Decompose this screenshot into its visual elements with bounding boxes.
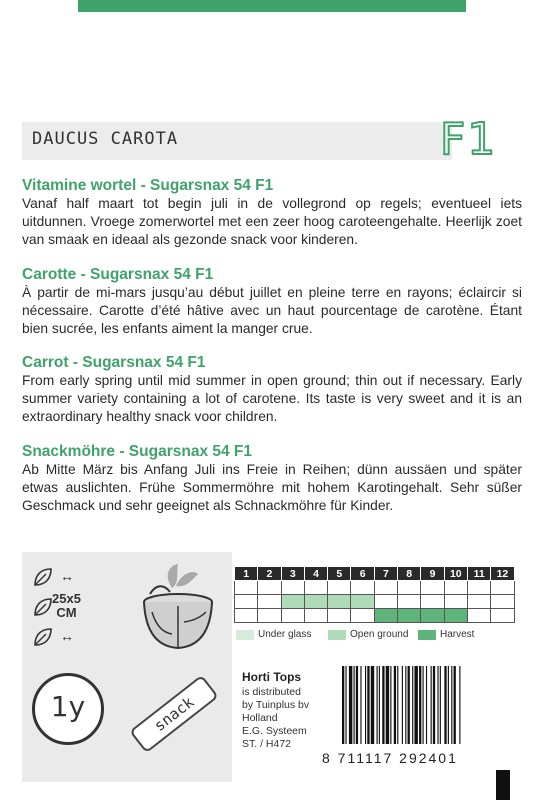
barcode-bar — [414, 666, 417, 744]
barcode-bar — [454, 666, 456, 744]
plant-pot-icon — [138, 562, 218, 652]
calendar-cell — [491, 581, 514, 595]
barcode-bar — [365, 666, 366, 744]
calendar-cell — [235, 595, 258, 609]
barcode-bar — [408, 666, 410, 744]
calendar-month-7: 7 — [374, 567, 397, 581]
barcode-bar — [394, 666, 396, 744]
barcode-bar — [405, 666, 406, 744]
barcode-bar — [459, 666, 460, 744]
barcode-bar — [349, 666, 352, 744]
calendar-cell — [235, 609, 258, 623]
calendar-cell — [281, 595, 304, 609]
latin-name: DAUCUS CAROTA — [32, 129, 179, 149]
barcode-bar — [354, 666, 355, 744]
calendar-cell — [491, 595, 514, 609]
calendar-month-8: 8 — [398, 567, 421, 581]
barcode-bar — [342, 666, 344, 744]
calendar-cell — [467, 581, 490, 595]
barcode-bar — [382, 666, 384, 744]
barcode-bar — [371, 666, 374, 744]
calendar-month-11: 11 — [467, 567, 490, 581]
f1-badge: F1 — [440, 114, 498, 165]
top-accent-bar — [78, 0, 466, 12]
section-german — [22, 442, 522, 515]
barcode-bar — [431, 666, 432, 744]
barcode-bar — [345, 666, 346, 744]
barcode-bar — [412, 666, 413, 744]
barcode-bar — [448, 666, 449, 744]
seed-leaf-icon — [32, 566, 54, 588]
distributor-line: Holland — [242, 712, 278, 724]
calendar-cell — [374, 609, 397, 623]
distributor-line: by Tuinplus bv — [242, 699, 310, 711]
seed-leaf-icon — [32, 596, 54, 618]
section-title: Carotte - Sugarsnax 54 F1 — [22, 266, 214, 283]
calendar-cell — [351, 595, 374, 609]
calendar-cell — [235, 581, 258, 595]
barcode-bar — [390, 666, 391, 744]
calendar-cell — [398, 609, 421, 623]
calendar-month-4: 4 — [304, 567, 327, 581]
section-text: Ab Mitte März bis Anfang Juli ins Freie in Reihen; dünn aussäen und später etwas auslichten. Frühe Sommermöhre mit hohem Karotingehalt. Sehr süßer Geschmack und sehr geeignet als Schnackmöhre für Kinder. — [22, 462, 522, 513]
calendar-cell — [374, 581, 397, 595]
legend-open-ground: Open ground — [350, 629, 409, 640]
calendar-cell — [328, 609, 351, 623]
calendar-month-10: 10 — [444, 567, 467, 581]
calendar-row-harvest — [235, 609, 515, 623]
section-english — [22, 353, 522, 426]
barcode-digits: 8 711117 292401 — [322, 750, 458, 766]
barcode-bar — [426, 666, 427, 744]
calendar-month-6: 6 — [351, 567, 374, 581]
legend-swatch-harvest — [418, 630, 436, 640]
barcode-bar — [379, 666, 380, 744]
calendar-cell — [328, 595, 351, 609]
barcode-bar — [433, 666, 435, 744]
calendar-month-2: 2 — [258, 567, 281, 581]
barcode-bar — [367, 666, 369, 744]
calendar-cell — [467, 595, 490, 609]
legend-swatch-open-ground — [328, 630, 346, 640]
calendar-month-3: 3 — [281, 567, 304, 581]
calendar-cell — [304, 595, 327, 609]
calendar-cell — [258, 595, 281, 609]
legend-under-glass: Under glass — [258, 629, 312, 640]
calendar-month-1: 1 — [235, 567, 258, 581]
snack-tag: snack — [129, 675, 219, 754]
calendar-cell — [421, 609, 444, 623]
barcode-bar — [356, 666, 358, 744]
calendar-cell — [328, 581, 351, 595]
calendar-cell — [281, 581, 304, 595]
barcode-bar — [440, 666, 441, 744]
distributor-line: ST. / H472 — [242, 738, 292, 750]
barcode-bar — [451, 666, 452, 744]
calendar-cell — [421, 595, 444, 609]
brand-name: Horti Tops — [242, 670, 302, 684]
section-dutch — [22, 176, 522, 249]
calendar-cell — [374, 595, 397, 609]
distributor-line: E.G. Systeem — [242, 725, 307, 737]
calendar-cell — [258, 581, 281, 595]
barcode-bar — [386, 666, 389, 744]
section-text: À partir de mi-mars jusqu’au début juillet en pleine terre en rayons; éclaircir si nécessaire. Carotte d’été hâtive avec un haut pourcentage de carotène. Étant bien sucrée, les enfants aiment la manger crue. — [22, 285, 522, 336]
seed-leaf-icon — [32, 626, 54, 648]
calendar-month-5: 5 — [328, 567, 351, 581]
calendar-cell — [258, 609, 281, 623]
barcode-bar — [423, 666, 424, 744]
calendar-row-under-glass — [235, 581, 515, 595]
calendar-row-open-ground — [235, 595, 515, 609]
legend-harvest: Harvest — [440, 629, 475, 640]
horizontal-arrow-icon: ↔ — [60, 568, 74, 584]
lifespan-text: 1y — [50, 690, 86, 723]
barcode-bar — [419, 666, 421, 744]
sowing-calendar — [234, 566, 515, 623]
spacing-unit: CM — [56, 605, 77, 620]
calendar-cell — [491, 609, 514, 623]
section-text: From early spring until mid summer in open ground; thin out if necessary. Early summer variety containing a lot of carotene. Its taste is very sweet and it is an extraordinary healthy snack voor children. — [22, 373, 522, 424]
section-text: Vanaf half maart tot begin juli in de vollegrond op regels; eventueel iets uitdunnen. Vroege zomerwortel met een zeer hoog caroteengehalte. Heerlijk zoet van smaak en ideaal als gezonde snack voor kinderen. — [22, 196, 522, 247]
bottom-edge-mark — [496, 770, 510, 800]
section-title: Snackmöhre - Sugarsnax 54 F1 — [22, 443, 253, 460]
calendar-cell — [304, 581, 327, 595]
calendar-cell — [281, 609, 304, 623]
calendar-cell — [398, 595, 421, 609]
calendar-month-12: 12 — [491, 567, 514, 581]
calendar-cell — [444, 609, 467, 623]
barcode-bar — [377, 666, 378, 744]
calendar-cell — [351, 581, 374, 595]
barcode-bar — [402, 666, 403, 744]
barcode-bar — [397, 666, 398, 744]
spacing-value: 25x5 — [52, 591, 81, 606]
calendar-month-9: 9 — [421, 567, 444, 581]
calendar-cell — [467, 609, 490, 623]
horizontal-arrow-icon: ↔ — [60, 628, 74, 644]
spacing-label — [52, 592, 81, 620]
calendar-cell — [444, 581, 467, 595]
barcode-bar — [437, 666, 438, 744]
legend-swatch-under-glass — [236, 630, 254, 640]
section-title: Carrot - Sugarsnax 54 F1 — [22, 354, 206, 371]
barcode-bar — [444, 666, 446, 744]
barcode-bar — [360, 666, 361, 744]
barcode-image — [340, 666, 508, 744]
distributor-line: is distributed — [242, 686, 301, 698]
calendar-cell — [421, 581, 444, 595]
calendar-cell — [398, 581, 421, 595]
calendar-cell — [444, 595, 467, 609]
section-french — [22, 265, 522, 338]
calendar-cell — [351, 609, 374, 623]
calendar-header-row — [235, 567, 515, 581]
calendar-cell — [304, 609, 327, 623]
section-title: Vitamine wortel - Sugarsnax 54 F1 — [22, 177, 274, 194]
